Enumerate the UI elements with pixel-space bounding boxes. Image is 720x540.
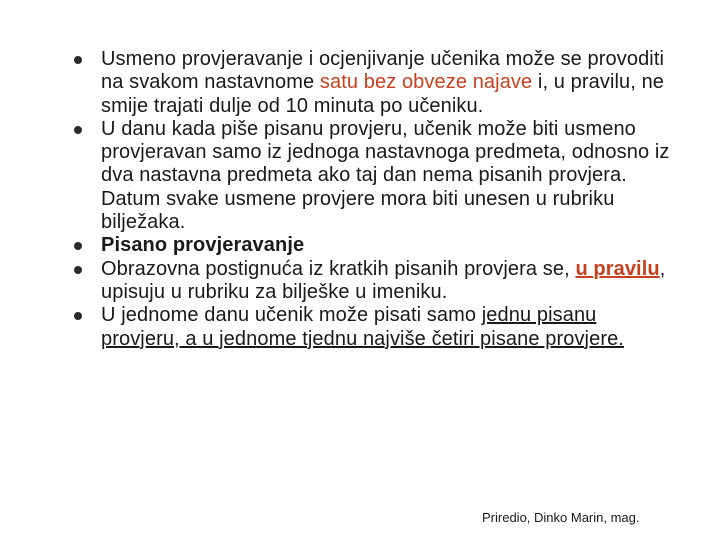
bullet-text: U jednome danu učenik može pisati samo [101, 304, 482, 327]
bullet-text: Obrazovna postignuća iz kratkih pisanih provjera se, [101, 257, 576, 280]
bullet-text: , upisuju u rubriku za bilješke u imeniku. [101, 257, 666, 303]
bullet-text: U danu kada piše pisanu provjeru, učenik može biti usmeno provjeravan samo iz jednoga nastavnoga predmeta, odnosno iz dva nastavna predmeta ako taj dan nema pisanih provjera. Datum svake usmene provjere mora biti unesen u rubriku bilježaka. [101, 117, 670, 234]
bullet-dot-icon [74, 312, 82, 320]
bullet-dot-icon [74, 266, 82, 274]
bullet-item-short-written-tests [74, 258, 674, 305]
bullet-dot-icon [74, 56, 82, 64]
bullet-list [74, 48, 674, 351]
underlined-text: jednu pisanu provjeru, a u jednome tjednu najviše četiri pisane provjere. [101, 304, 624, 350]
bullet-dot-icon [74, 242, 82, 250]
bullet-item-oral-assessment [74, 48, 674, 118]
bullet-item-written-heading [74, 234, 674, 257]
bullet-text: Usmeno provjeravanje i ocjenjivanje učenika može se provoditi na svakom nastavnome [101, 48, 665, 94]
section-heading: Pisano provjeravanje [101, 234, 305, 257]
highlighted-text: satu bez obveze najave [319, 71, 533, 94]
bullet-item-test-limits [74, 304, 674, 351]
highlighted-text: u pravilu [575, 257, 660, 280]
bullet-item-same-day-rule [74, 118, 674, 234]
author-credit: Priredio, Dinko Marin, mag. [482, 510, 640, 525]
bullet-text: i, u pravilu, ne smije trajati dulje od 10 minuta po učeniku. [101, 71, 665, 117]
bullet-dot-icon [74, 126, 82, 134]
